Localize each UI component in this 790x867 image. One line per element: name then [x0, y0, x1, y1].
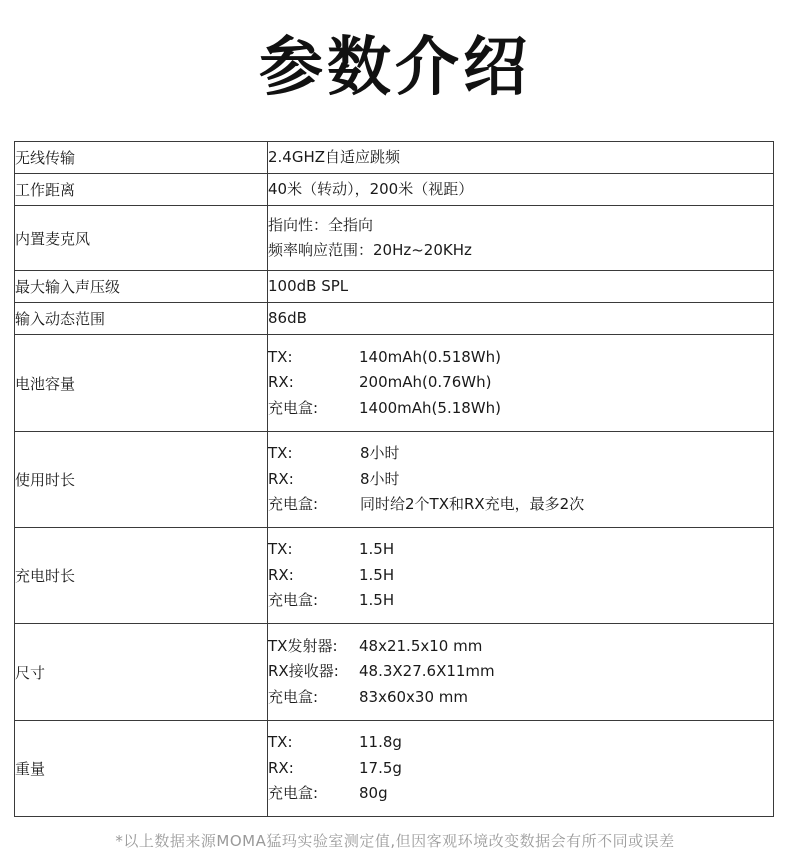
row-label-range: 工作距离 [15, 174, 268, 206]
row-value-wireless [268, 142, 774, 174]
value-pair [268, 370, 773, 396]
table-row [15, 624, 774, 721]
value-pair [268, 441, 773, 467]
pair-value: 80g [359, 784, 388, 803]
value-line: 频率响应范围：20Hz~20KHz [268, 241, 472, 259]
pair-key: 充电盒: [268, 398, 319, 417]
pair-key: TX: [268, 733, 293, 752]
value-pair [268, 396, 773, 422]
disclaimer-footnote: *以上数据来源MOMA猛玛实验室测定值,但因客观环境改变数据会有所不同或误差 [115, 832, 675, 850]
pair-value: 17.5g [359, 758, 402, 777]
pair-key: RX: [268, 373, 294, 392]
pair-key: 充电盒: [268, 784, 319, 803]
pair-value: 1400mAh(5.18Wh) [359, 398, 501, 417]
value-pair [268, 492, 773, 518]
value-pair [268, 345, 773, 371]
pair-value: 8小时 [360, 444, 400, 463]
value-pair [268, 537, 773, 563]
pair-key: TX: [268, 540, 293, 559]
table-row [15, 206, 774, 271]
row-label-mic: 内置麦克风 [15, 206, 268, 271]
row-value-charge-time [268, 528, 774, 624]
value-pair [268, 781, 773, 807]
pair-value: 1.5H [359, 540, 395, 559]
pair-value: 83x60x30 mm [359, 687, 469, 706]
value-line: 40米（转动），200米（视距） [268, 179, 474, 198]
pair-key: RX接收器: [268, 662, 339, 681]
value-pair [268, 685, 773, 711]
value-line: 指向性：全指向 [268, 215, 374, 234]
pair-value: 48.3X27.6X11mm [359, 662, 495, 681]
value-line: 100dB SPL [268, 276, 349, 295]
pair-value: 8小时 [360, 469, 400, 488]
pair-key: TX发射器: [268, 636, 338, 655]
pair-value: 同时给2个TX和RX充电，最多2次 [360, 495, 585, 514]
pair-key: RX: [268, 758, 294, 777]
value-line: 86dB [268, 308, 307, 327]
pair-key: TX: [268, 444, 293, 463]
page-title: 参数介绍 [259, 31, 531, 105]
value-line: 2.4GHZ自适应跳频 [268, 147, 401, 166]
row-value-dimensions [268, 624, 774, 721]
row-label-charge-time: 充电时长 [15, 528, 268, 624]
value-pair [268, 659, 773, 685]
row-label-weight: 重量 [15, 721, 268, 817]
pair-value: 1.5H [359, 565, 395, 584]
table-row [15, 721, 774, 817]
row-label-dynamic-range: 输入动态范围 [15, 303, 268, 335]
value-pair [268, 467, 773, 493]
row-value-usage-time [268, 432, 774, 528]
pair-value: 11.8g [359, 733, 402, 752]
table-row [15, 303, 774, 335]
row-value-battery [268, 335, 774, 432]
pair-key: 充电盒: [268, 687, 319, 706]
row-label-dimensions: 尺寸 [15, 624, 268, 721]
value-pair [268, 634, 773, 660]
value-pair [268, 756, 773, 782]
row-value-mic [268, 206, 774, 271]
row-value-dynamic-range [268, 303, 774, 335]
pair-value: 140mAh(0.518Wh) [359, 347, 501, 366]
pair-value: 1.5H [359, 591, 395, 610]
pair-key: 充电盒: [268, 495, 319, 514]
pair-value: 200mAh(0.76Wh) [359, 373, 492, 392]
table-row [15, 528, 774, 624]
table-row [15, 271, 774, 303]
pair-key: TX: [268, 347, 293, 366]
value-pair [268, 730, 773, 756]
row-label-spl: 最大输入声压级 [15, 271, 268, 303]
row-value-spl [268, 271, 774, 303]
spec-table [14, 141, 774, 817]
value-pair [268, 563, 773, 589]
table-row [15, 335, 774, 432]
row-label-wireless: 无线传输 [15, 142, 268, 174]
pair-key: RX: [268, 469, 294, 488]
value-pair [268, 588, 773, 614]
table-row [15, 432, 774, 528]
pair-key: 充电盒: [268, 591, 319, 610]
pair-key: RX: [268, 565, 294, 584]
table-row [15, 174, 774, 206]
row-label-usage-time: 使用时长 [15, 432, 268, 528]
row-value-range [268, 174, 774, 206]
table-row [15, 142, 774, 174]
row-label-battery: 电池容量 [15, 335, 268, 432]
pair-value: 48x21.5x10 mm [359, 636, 483, 655]
row-value-weight [268, 721, 774, 817]
